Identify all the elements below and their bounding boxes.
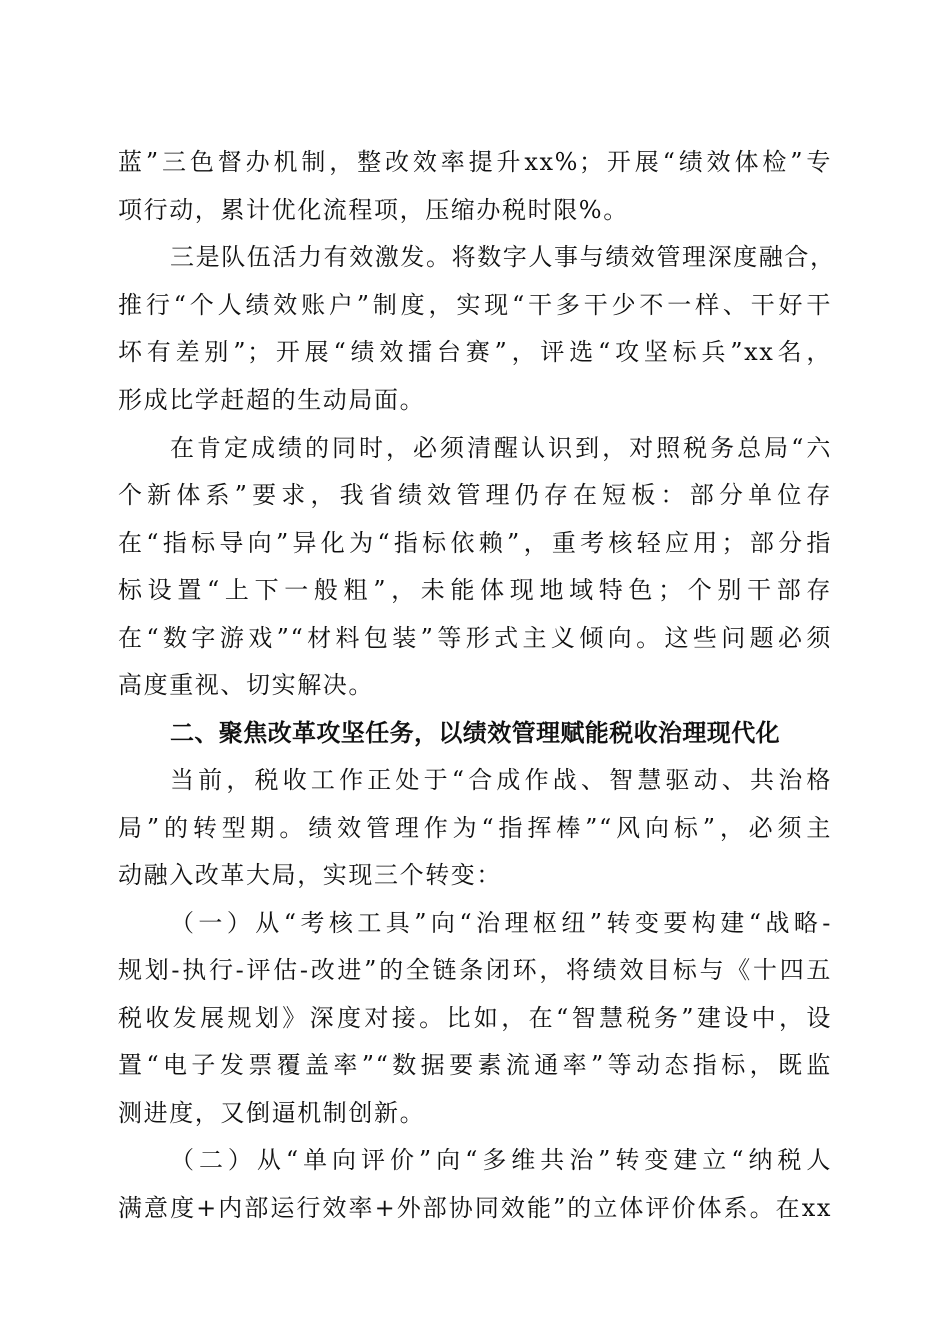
text-line: 标设置“上下一般粗”，未能体现地域特色；个别干部存 (118, 576, 832, 604)
text-line: 在“数字游戏”“材料包装”等形式主义倾向。这些问题必须 (118, 624, 832, 652)
subsection-line: （二）从“单向评价”向“多维共治”转变建立“纳税人 (170, 1146, 832, 1174)
paragraph-start: 三是队伍活力有效激发。将数字人事与绩效管理深度融合， (170, 243, 836, 271)
text-line: 税收发展规划》深度对接。比如，在“智慧税务”建设中，设 (118, 1004, 832, 1032)
text-line: 推行“个人绩效账户”制度，实现“干多干少不一样、干好干 (118, 291, 832, 319)
text-line: 规划-执行-评估-改进”的全链条闭环，将绩效目标与《十四五 (118, 956, 832, 984)
text-line: 项行动，累计优化流程项，压缩办税时限%。 (118, 196, 629, 224)
section-heading: 二、聚焦改革攻坚任务，以绩效管理赋能税收治理现代化 (170, 719, 780, 747)
text-line: 形成比学赶超的生动局面。 (118, 386, 426, 414)
text-line: 坏有差别”；开展“绩效擂台赛”，评选“攻坚标兵”xx名， (118, 338, 832, 366)
subsection-line: （一）从“考核工具”向“治理枢纽”转变要构建“战略- (170, 909, 832, 937)
text-line: 测进度，又倒逼机制创新。 (118, 1099, 426, 1127)
text-line: 蓝”三色督办机制，整改效率提升xx%；开展“绩效体检”专 (118, 148, 832, 176)
paragraph-start: 在肯定成绩的同时，必须清醒认识到，对照税务总局“六 (170, 434, 832, 462)
text-line: 置“电子发票覆盖率”“数据要素流通率”等动态指标，既监 (118, 1051, 832, 1079)
text-line: 高度重视、切实解决。 (118, 671, 374, 699)
text-line: 满意度+内部运行效率+外部协同效能”的立体评价体系。在xx (118, 1194, 832, 1222)
paragraph-start: 当前，税收工作正处于“合成作战、智慧驱动、共治格 (170, 766, 832, 794)
text-line: 在“指标导向”异化为“指标依赖”，重考核轻应用；部分指 (118, 529, 832, 557)
text-line: 动融入改革大局，实现三个转变： (118, 861, 502, 889)
text-line: 局”的转型期。绩效管理作为“指挥棒”“风向标”，必须主 (118, 814, 832, 842)
text-line: 个新体系”要求，我省绩效管理仍存在短板：部分单位存 (118, 481, 832, 509)
